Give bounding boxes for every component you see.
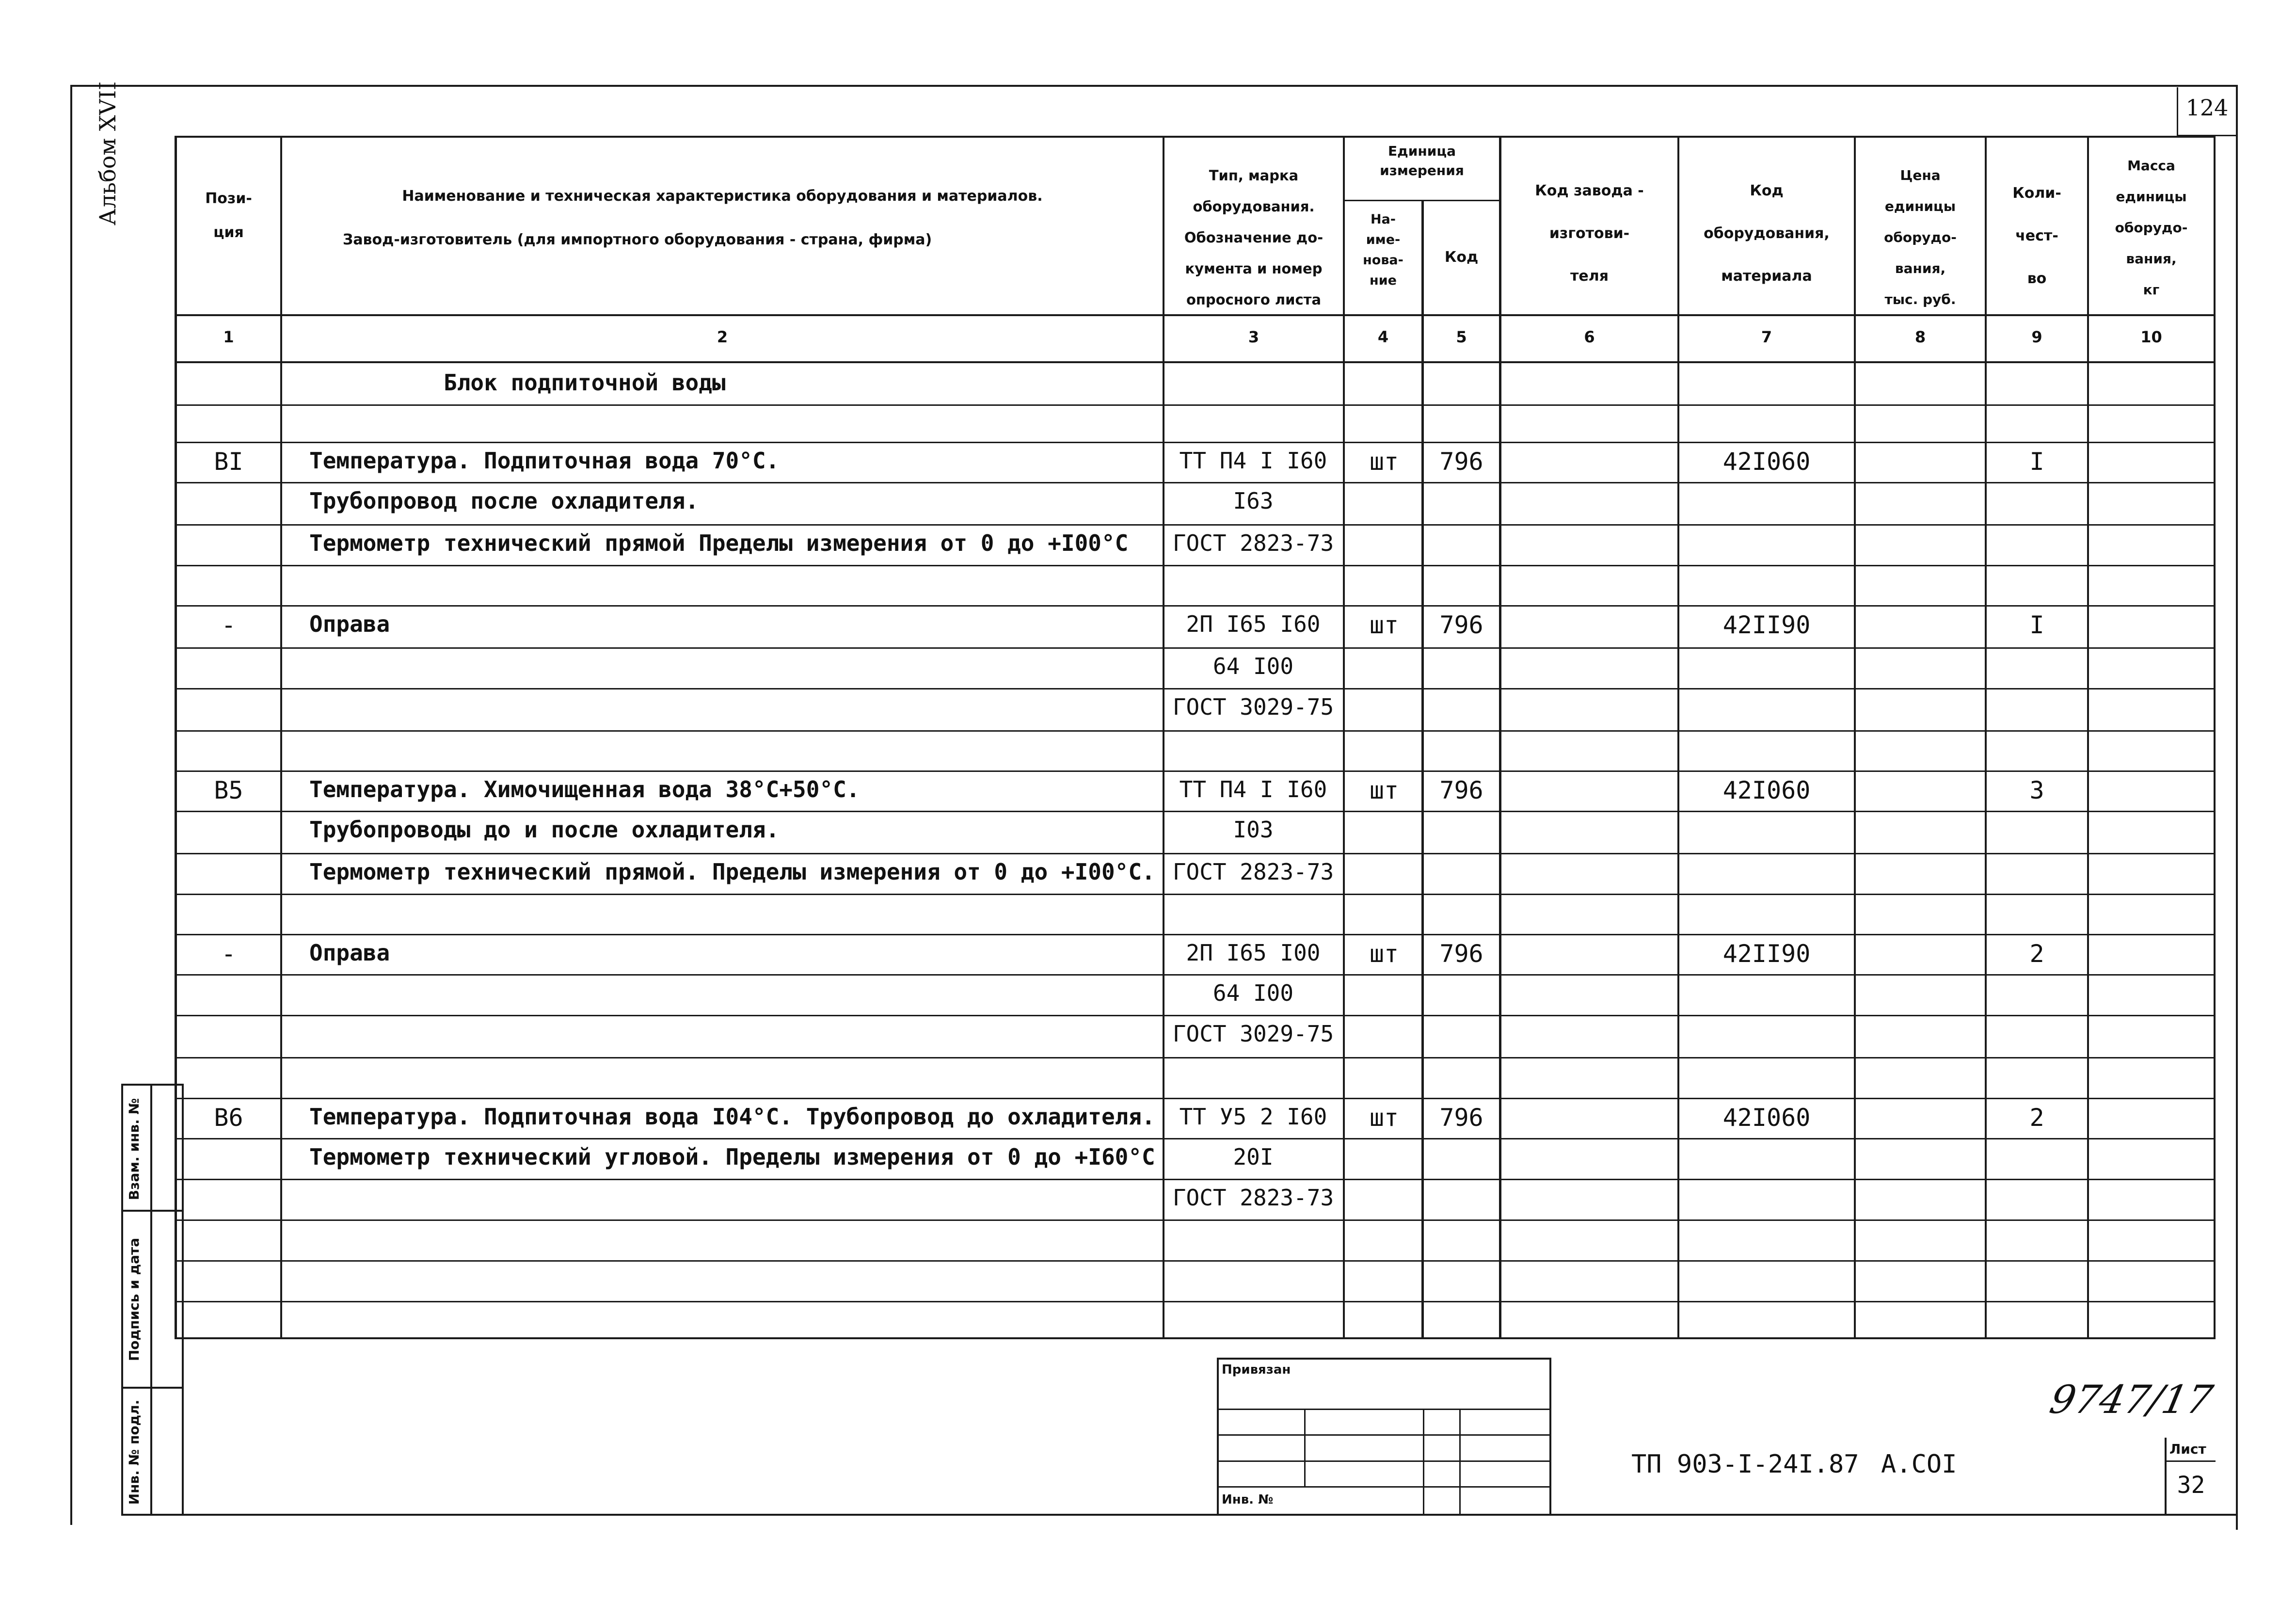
header-unit: Единица измерения — [1380, 143, 1464, 178]
handwritten-number: 9747/17 — [2046, 1377, 2217, 1422]
row-divider — [175, 770, 2216, 772]
row-divider — [175, 1219, 2216, 1221]
cell-type: 2П I65 I00 — [1186, 940, 1321, 966]
side-replace-inv: Взам. инв. № — [126, 1098, 142, 1201]
cell-pos: B5 — [214, 776, 243, 804]
cell-unit: шт — [1369, 940, 1399, 968]
album-code: А.COI — [1881, 1450, 1957, 1479]
row-divider — [175, 647, 2216, 649]
row-divider — [175, 1098, 2216, 1099]
linked-label: Привязан — [1222, 1363, 1291, 1377]
row-divider — [175, 974, 2216, 976]
col-number-6: 6 — [1584, 328, 1595, 346]
col-number-7: 7 — [1761, 328, 1772, 346]
cell-name: Оправа — [309, 940, 390, 966]
row-divider — [175, 1301, 2216, 1302]
cell-pos: B6 — [214, 1104, 243, 1132]
row-divider — [175, 853, 2216, 854]
cell-eqcode: 42II90 — [1722, 611, 1811, 639]
header-equipment-code: Код оборудования, материала — [1704, 182, 1830, 285]
cell-type: 20I — [1233, 1144, 1274, 1170]
cell-type: I03 — [1233, 817, 1274, 843]
row-divider — [175, 811, 2216, 812]
row-divider — [175, 1138, 2216, 1139]
cell-name: Температура. Химочищенная вода 38°С+50°С. — [309, 776, 860, 802]
row-divider — [175, 934, 2216, 935]
cell-code: 796 — [1439, 940, 1483, 968]
row-divider — [175, 688, 2216, 689]
cell-eqcode: 42II90 — [1722, 940, 1811, 968]
cell-unit: шт — [1369, 776, 1399, 804]
cell-eqcode: 42I060 — [1722, 776, 1811, 804]
cell-name: Температура. Подпиточная вода I04°С. Трубопровод до охладителя. — [309, 1104, 1155, 1130]
cell-qty: 2 — [2029, 1104, 2044, 1132]
col-number-10: 10 — [2140, 328, 2162, 346]
side-orig-inv: Инв. № подл. — [126, 1399, 142, 1505]
album-label: Альбом XVII — [95, 81, 121, 225]
cell-code: 796 — [1439, 776, 1483, 804]
header-factory-code: Код завода - изготови- теля — [1535, 182, 1644, 285]
cell-name: Термометр технический прямой Пределы измерения от 0 до +I00°С — [309, 530, 1129, 556]
top-sheet-number: 124 — [2185, 95, 2229, 121]
header-unit-code: Код — [1444, 249, 1479, 266]
cell-qty: 2 — [2029, 940, 2044, 968]
header-unit-name: На- име- нова- ние — [1363, 212, 1403, 288]
row-divider — [175, 894, 2216, 895]
cell-code: 796 — [1439, 448, 1483, 476]
row-divider — [175, 404, 2216, 406]
cell-qty: I — [2029, 611, 2044, 639]
header-quantity: Коли- чест- во — [2012, 185, 2061, 287]
cell-type: ГОСТ 3029-75 — [1172, 1021, 1334, 1047]
frame-top — [70, 85, 2237, 87]
col-number-4: 4 — [1377, 328, 1389, 346]
cell-type: 64 I00 — [1212, 980, 1294, 1006]
header-position: Пози- ция — [205, 190, 252, 241]
cell-unit: шт — [1369, 1104, 1399, 1132]
cell-name: Трубопроводы до и после охладителя. — [309, 817, 780, 843]
cell-type: ГОСТ 2823-73 — [1172, 1185, 1334, 1211]
cell-type: ТТ У5 2 I60 — [1179, 1104, 1327, 1130]
cell-name: Трубопровод после охладителя. — [309, 488, 699, 514]
col-number-8: 8 — [1914, 328, 1926, 346]
cell-type: ГОСТ 3029-75 — [1172, 694, 1334, 720]
col-number-9: 9 — [2031, 328, 2042, 346]
row-divider — [175, 1179, 2216, 1180]
cell-eqcode: 42I060 — [1722, 1104, 1811, 1132]
cell-name: Температура. Подпиточная вода 70°С. — [309, 448, 780, 474]
header-mass: Масса единицы оборудо- вания, кг — [2115, 158, 2188, 298]
col-number-1: 1 — [223, 328, 234, 346]
cell-qty: 3 — [2029, 776, 2044, 804]
cell-pos: BI — [214, 448, 243, 476]
row-divider — [175, 524, 2216, 526]
cell-qty: I — [2029, 448, 2044, 476]
row-divider — [175, 1057, 2216, 1058]
header-price: Цена единицы оборудо- вания, тыс. руб. — [1884, 167, 1957, 307]
doc-code: ТП 903-I-24I.87 — [1631, 1450, 1859, 1479]
cell-type: ГОСТ 2823-73 — [1172, 859, 1334, 885]
cell-code: 796 — [1439, 611, 1483, 639]
col-number-5: 5 — [1456, 328, 1467, 346]
row-divider — [175, 442, 2216, 443]
cell-type: ТТ П4 I I60 — [1179, 776, 1327, 802]
row-divider — [175, 730, 2216, 732]
row-divider — [175, 605, 2216, 607]
side-sign-date: Подпись и дата — [126, 1237, 142, 1362]
row-divider — [175, 1015, 2216, 1016]
row-divider — [175, 482, 2216, 483]
cell-type: I63 — [1233, 488, 1274, 514]
cell-eqcode: 42I060 — [1722, 448, 1811, 476]
inv-label: Инв. № — [1222, 1492, 1274, 1507]
cell-name: Термометр технический прямой. Пределы измерения от 0 до +I00°С. — [309, 859, 1155, 885]
cell-type: ТТ П4 I I60 — [1179, 448, 1327, 474]
cell-name: Блок подпиточной воды — [444, 369, 726, 396]
cell-unit: шт — [1369, 611, 1399, 639]
cell-pos: - — [221, 940, 236, 968]
cell-pos: - — [221, 611, 236, 639]
header-name: Наименование и техническая характеристика оборудования и материалов. Завод-изготовитель (для импортного оборудования - страна, фирма) — [343, 188, 1043, 248]
row-divider — [175, 565, 2216, 566]
col-number-3: 3 — [1248, 328, 1260, 346]
cell-name: Термометр технический угловой. Пределы измерения от 0 до +I60°С — [309, 1144, 1155, 1170]
cell-code: 796 — [1439, 1104, 1483, 1132]
cell-type: 64 I00 — [1212, 653, 1294, 679]
sheet-number: 32 — [2177, 1472, 2205, 1499]
sheet-label: Лист — [2169, 1441, 2206, 1457]
cell-unit: шт — [1369, 448, 1399, 476]
header-type: Тип, марка оборудования. Обозначение до- кумента и номер опросного листа — [1184, 167, 1323, 308]
cell-type: ГОСТ 2823-73 — [1172, 530, 1334, 556]
cell-name: Оправа — [309, 611, 390, 637]
frame-right — [2236, 85, 2238, 1530]
cell-type: 2П I65 I60 — [1186, 611, 1321, 637]
frame-left — [70, 85, 72, 1525]
row-divider — [175, 1260, 2216, 1262]
col-number-2: 2 — [717, 328, 728, 346]
